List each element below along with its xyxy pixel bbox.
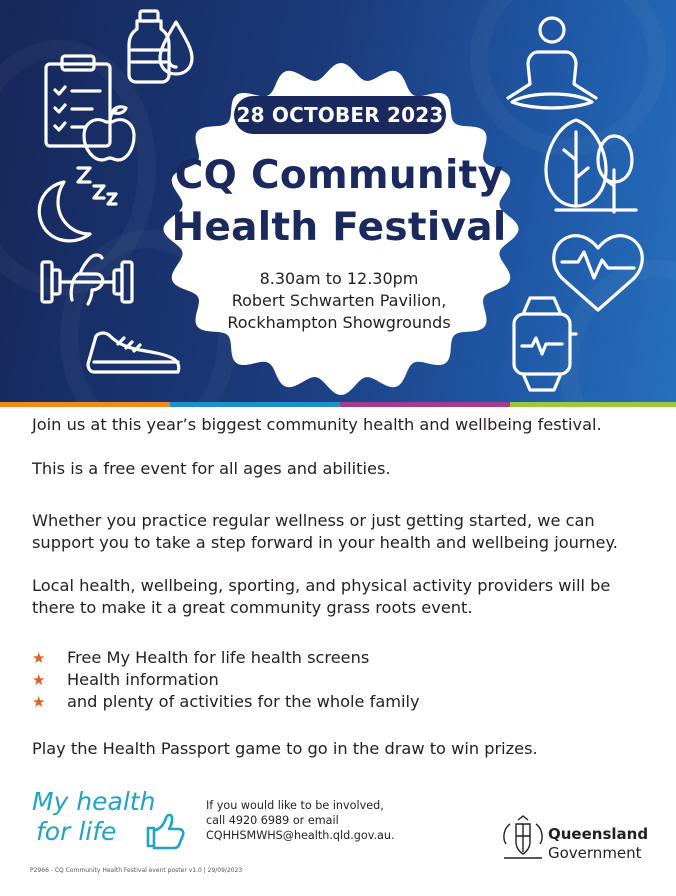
thumbs-up-icon (148, 815, 183, 848)
contact-line-1: If you would like to be involved, (206, 799, 384, 812)
page-title (166, 150, 512, 254)
list-item: ★ and plenty of activities for the whole family (32, 692, 420, 711)
dumbbell-icon (42, 255, 132, 304)
title-line-1: CQ Community (174, 153, 504, 198)
stripe-segment-orange (0, 402, 170, 407)
title-line-2: Health Festival (171, 205, 507, 250)
qld-government-name: Queensland (548, 825, 649, 843)
passport-paragraph: Play the Health Passport game to go in the draw to win prizes. (32, 739, 538, 758)
intro-paragraph: Join us at this year’s biggest community health and wellbeing festival. (32, 415, 602, 434)
wellness-line-1: Whether you practice regular wellness or just getting started, we can (32, 511, 595, 530)
list-item: ★ Health information (32, 670, 219, 689)
providers-paragraph (32, 575, 610, 619)
event-date: 28 OCTOBER 2023 (234, 96, 446, 134)
event-time: 8.30am to 12.30pm (259, 269, 419, 288)
list-item: ★ Free My Health for life health screens (32, 648, 370, 667)
clipboard-checklist-icon (46, 56, 110, 146)
providers-line-1: Local health, wellbeing, sporting, and physical activity providers will be (32, 576, 611, 595)
wellness-line-2: support you to take a step forward in your health and wellbeing journey. (32, 533, 618, 552)
trees-icon (546, 120, 636, 212)
wellness-paragraph (32, 510, 618, 554)
event-venue-line-2: Rockhampton Showgrounds (227, 313, 451, 332)
logo-line-2: for life (36, 817, 117, 846)
event-venue-line-1: Robert Schwarten Pavilion, (231, 291, 447, 310)
contact-line-2: call 4920 6989 or email (206, 814, 339, 827)
logo-line-1: My health (32, 787, 156, 816)
stripe-segment-blue (170, 402, 340, 407)
moon-sleep-icon (39, 168, 116, 241)
star-bullet-icon: ★ (32, 693, 46, 711)
qld-government-sub: Government (548, 844, 642, 862)
fineprint: P2966 - CQ Community Health Festival event poster v1.0 | 29/09/2023 (30, 867, 243, 874)
contact-info (206, 798, 446, 843)
stripe-segment-purple (340, 402, 510, 407)
providers-line-2: there to make it a great community grass roots event. (32, 598, 473, 617)
contact-email[interactable]: CQHHSMWHS@health.qld.gov.au. (206, 829, 395, 842)
heart-pulse-icon (554, 236, 643, 310)
my-health-for-life-logo (30, 784, 185, 850)
free-event-paragraph: This is a free event for all ages and abilities. (32, 459, 391, 478)
event-details (186, 268, 492, 334)
star-bullet-icon: ★ (32, 649, 46, 667)
star-bullet-icon: ★ (32, 671, 46, 689)
stripe-segment-green (510, 402, 676, 407)
feature-list (32, 647, 420, 713)
